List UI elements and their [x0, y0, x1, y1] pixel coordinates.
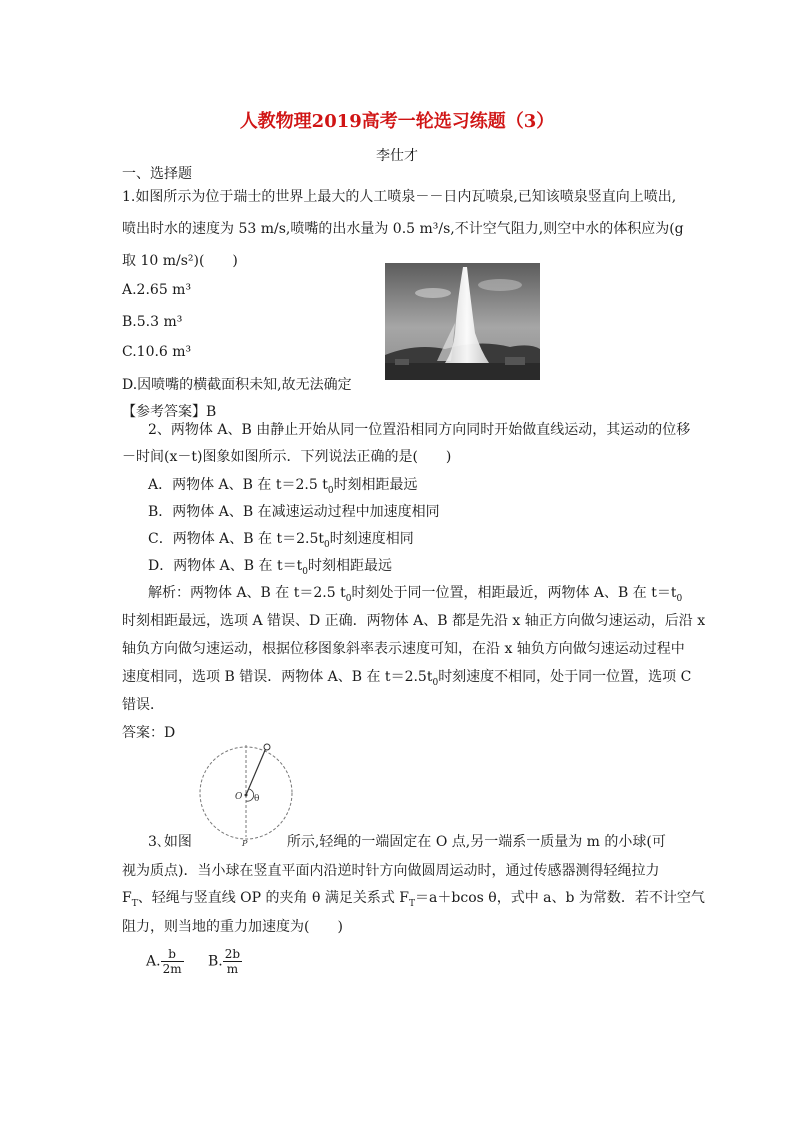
q2-option-b: B．两物体 A、B 在减速运动过程中加速度相同 — [148, 504, 440, 520]
q2-explanation-line3: 轴负方向做匀速运动，根据位移图象斜率表示速度可知，在沿 x 轴负方向做匀速运动过程中 — [122, 641, 685, 657]
q3-option-a: A. $\frac{b}{2m}$ — [146, 947, 182, 976]
section-heading: 一、选择题 — [122, 166, 192, 182]
q3-line3: $F_T$、轻绳与竖直线 OP 的夹角 θ 满足关系式 $F_T=a+bcos$ θ，式中 a、b 为常数．若不计空气 — [122, 890, 705, 909]
q2-explanation-line5: 错误． — [122, 697, 164, 713]
q3-line4: 阻力，则当地的重力加速度为( ) — [122, 919, 343, 935]
q2-option-d: D．两物体 A、B 在 $t=t_0$时刻相距最远 — [148, 558, 392, 577]
figure-label-theta: θ — [254, 794, 260, 804]
q2-explanation-line2: 时刻相距最远，选项 A 错误、D 正确．两物体 A、B 都是先沿 x 轴正方向做匀速运动，后沿 x — [122, 613, 706, 629]
q2-explanation-line4: 速度相同，选项 B 错误．两物体 A、B 在 $t=2.5t_0$时刻速度不相同，处于同一位置，选项 C — [122, 669, 692, 688]
q2-answer: 答案：D — [122, 725, 176, 741]
q3-option-b: B. $\frac{2b}{m}$ — [208, 947, 241, 976]
q3-line1: 3､如图 所示,轻绳的一端固定在 O 点,另一端系一质量为 m 的小球(可 — [148, 834, 666, 850]
q1-answer: 【参考答案】B — [122, 404, 217, 420]
q2-option-c: C．两物体 A、B 在 $t=2.5t_0$时刻速度相同 — [148, 531, 414, 550]
q2-line1: 2、两物体 A、B 由静止开始从同一位置沿相同方向同时开始做直线运动，其运动的位移 — [148, 422, 691, 438]
figure-label-p: P — [242, 839, 248, 847]
figure-label-o: O — [235, 792, 243, 802]
q1-option-d: D.因喷嘴的横截面积未知,故无法确定 — [122, 377, 352, 393]
q1-option-b: B.5.3 m³ — [122, 314, 183, 330]
q1-line3: 取 10 m/s²)( ) — [122, 253, 238, 269]
q1-line1: 1.如图所示为位于瑞士的世界上最大的人工喷泉－－日内瓦喷泉,已知该喷泉竖直向上喷出, — [122, 189, 677, 205]
q1-line2: 喷出时水的速度为 53 m/s,喷嘴的出水量为 0.5 m³/s,不计空气阻力,则空中水的体积应为(g — [122, 221, 684, 237]
fountain-photo — [385, 263, 540, 380]
document-title: 人教物理2019高考一轮选习练题（3） — [239, 111, 555, 132]
q1-option-c: C.10.6 m³ — [122, 344, 192, 360]
q3-line2: 视为质点)．当小球在竖直平面内沿逆时针方向做圆周运动时，通过传感器测得轻绳拉力 — [122, 863, 660, 879]
q2-explanation-line1: 解析：两物体 A、B 在 t＝2.5 $t_0$时刻处于同一位置，相距最近，两物体 A、B 在 $t=t_0$ — [148, 585, 683, 604]
q2-line2: －时间(x－t)图象如图所示．下列说法正确的是( ) — [122, 449, 452, 465]
q1-option-a: A.2.65 m³ — [122, 282, 192, 298]
author: 李仕才 — [376, 148, 418, 164]
q2-option-a: A．两物体 A、B 在 t＝2.5 $t_0$时刻相距最远 — [148, 477, 418, 496]
